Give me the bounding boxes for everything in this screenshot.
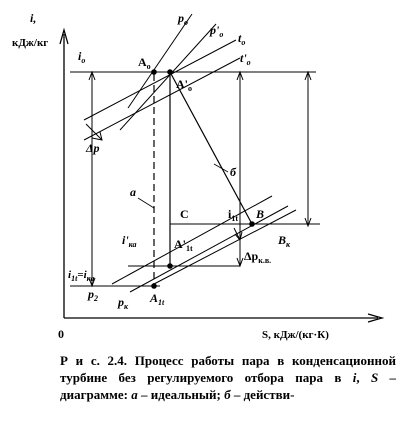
caption-lead: Р и с. 2.4. Процесс работы пара в конденсационной турбине без регулируемого отбора пара в <box>60 353 396 385</box>
label-i1t-eq: $i_{1t}=i_{ка}$ <box>68 269 95 283</box>
label-delta-p-kv: $\Delta p_{к.в.}$ <box>244 249 272 265</box>
label-B: B <box>256 207 265 221</box>
point-A-prime-1t <box>167 263 173 269</box>
isobar-p-prime-o <box>120 24 216 130</box>
label-delta-p: Δp <box>86 141 100 155</box>
point-A-o <box>151 69 157 75</box>
label-C: C <box>180 207 189 221</box>
caption-comma: , <box>356 370 371 385</box>
label-p-2: $p_2$ <box>88 287 98 303</box>
isotherm-t-o <box>84 40 236 120</box>
label-A-o: $A_o$ <box>138 55 151 71</box>
label-t-prime-o: $t'_o$ <box>240 51 251 67</box>
label-A-1t: $A_{1t}$ <box>150 291 165 307</box>
x-axis-label: S, кДж/(кг·К) <box>262 329 329 341</box>
isotherm-t-prime-o <box>84 58 240 140</box>
origin-label: 0 <box>58 327 64 341</box>
caption-s: S <box>370 370 379 385</box>
label-A-prime-1t: $A'_{1t}$ <box>174 237 193 253</box>
caption-b-text: – действи- <box>230 387 295 402</box>
caption-a: а <box>131 387 138 402</box>
leader-a <box>138 198 154 208</box>
caption-mid: – диаграмме: <box>60 370 397 402</box>
label-a: a <box>130 185 136 199</box>
label-p-o: $p_o$ <box>178 11 188 27</box>
label-b: б <box>230 165 236 179</box>
point-A-1t <box>151 283 157 289</box>
caption-b: б <box>224 387 231 402</box>
label-p-k: $p_к$ <box>118 295 129 311</box>
caption-i: i <box>352 370 357 385</box>
label-i-prime-ka: $i'_{ка}$ <box>122 233 137 249</box>
figure-caption <box>60 352 396 403</box>
label-i-o: $i_o$ <box>78 49 86 65</box>
label-t-o: $t_o$ <box>238 31 246 47</box>
y-axis-unit: кДж/кг <box>12 37 49 49</box>
leader-b <box>214 164 228 172</box>
label-i-1t: $i_{1t}$ <box>228 207 239 223</box>
label-p-prime-o: $p'_o$ <box>210 23 224 39</box>
y-axis-symbol: i, <box>30 11 37 25</box>
label-A-prime-o: $A'_o$ <box>176 77 192 93</box>
label-B-k: $B_к$ <box>278 233 291 249</box>
caption-a-text: – идеальный; <box>137 387 225 402</box>
